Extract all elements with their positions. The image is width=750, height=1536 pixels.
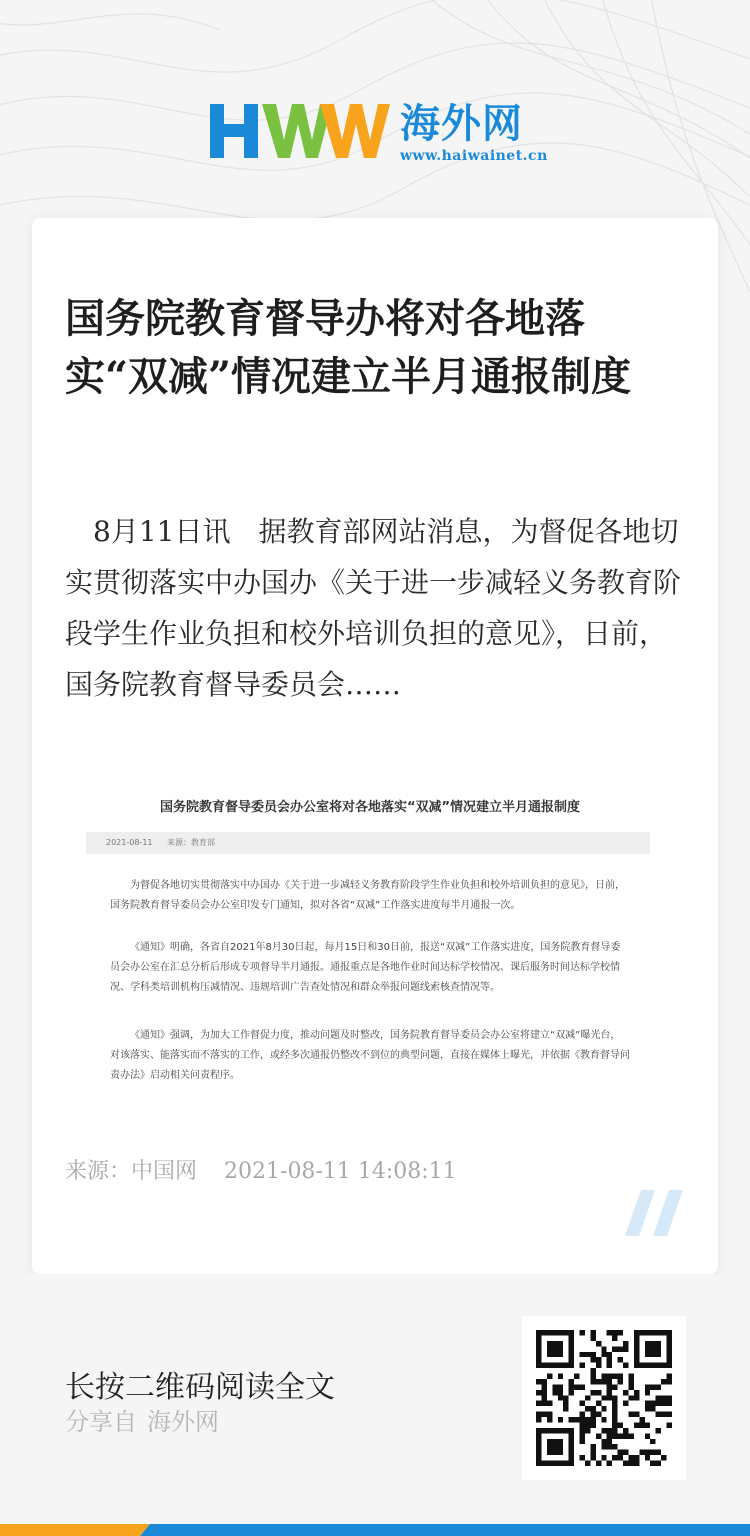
article-image[interactable] [70, 778, 670, 1118]
hww-logo-mark [210, 100, 390, 162]
brand-name: 海外网 [400, 100, 523, 147]
image-paragraph: 为督促各地切实贯彻落实中办国办《关于进一步减轻义务教育阶段学生作业负担和校外培训负担的意见》，日前，国务院教育督导委员会办公室印发专门通知，拟对各省“双减”工作落实进度每半月通报一次。 [110, 880, 625, 911]
share-footer [0, 1274, 750, 1524]
share-name: 海外网 [147, 1408, 219, 1436]
qr-code[interactable] [522, 1316, 686, 1480]
bottom-accent-bar [0, 1524, 750, 1536]
image-title: 国务院教育督导委员会办公室将对各地落实“双减”情况建立半月通报制度 [159, 800, 581, 815]
article-source-line [65, 1154, 477, 1185]
shared-from [65, 1402, 229, 1437]
logo-letter-w-green [262, 104, 332, 158]
article-title: 国务院教育督导办将对各地落实“双减”情况建立半月通报制度 [65, 295, 632, 400]
share-prefix: 分享自 [65, 1408, 137, 1436]
logo-letter-w-orange [320, 104, 390, 158]
image-paragraph: 《通知》明确，各省自2021年8月30日起，每月15日和30日前，报送“双减”工作落实进度，国务院教育督导委员会办公室在汇总分析后形成专项督导半月通报。通报重点是各地作业时间达标学校情况、课后服务时间达标学校情况、学科类培训机构压减情况、违规培训广告查处情况和群众举报问题线索核查情况等。 [110, 942, 621, 993]
brand-logo [210, 100, 550, 166]
image-date: 2021-08-11 [106, 838, 153, 847]
article-source: 来源：中国网 [65, 1159, 198, 1184]
article-datetime: 2021-08-11 14:08:11 [224, 1159, 457, 1184]
logo-letter-h [210, 104, 258, 158]
qr-code-icon [536, 1330, 672, 1466]
brand-url: www.haiwainet.cn [400, 148, 548, 164]
image-source: 来源：教育部 [167, 838, 216, 847]
read-full-text-prompt: 长按二维码阅读全文 [65, 1370, 335, 1405]
image-meta-bar [86, 832, 650, 854]
article-summary: 8月11日讯 据教育部网站消息，为督促各地切实贯彻落实中办国办《关于进一步减轻义务教育阶段学生作业负担和校外培训负担的意见》，日前，国务院教育督导委员会…… [65, 515, 682, 701]
article-card[interactable] [32, 218, 718, 1274]
image-paragraph: 《通知》强调，为加大工作督促力度，推动问题及时整改，国务院教育督导委员会办公室将建立“双减”曝光台，对该落实、能落实而不落实的工作，或经多次通报仍整改不到位的典型问题，直接在媒体上曝光，并依据《教育督导问责办法》启动相关问责程序。 [110, 1030, 630, 1081]
double-slash-icon [625, 1190, 687, 1236]
